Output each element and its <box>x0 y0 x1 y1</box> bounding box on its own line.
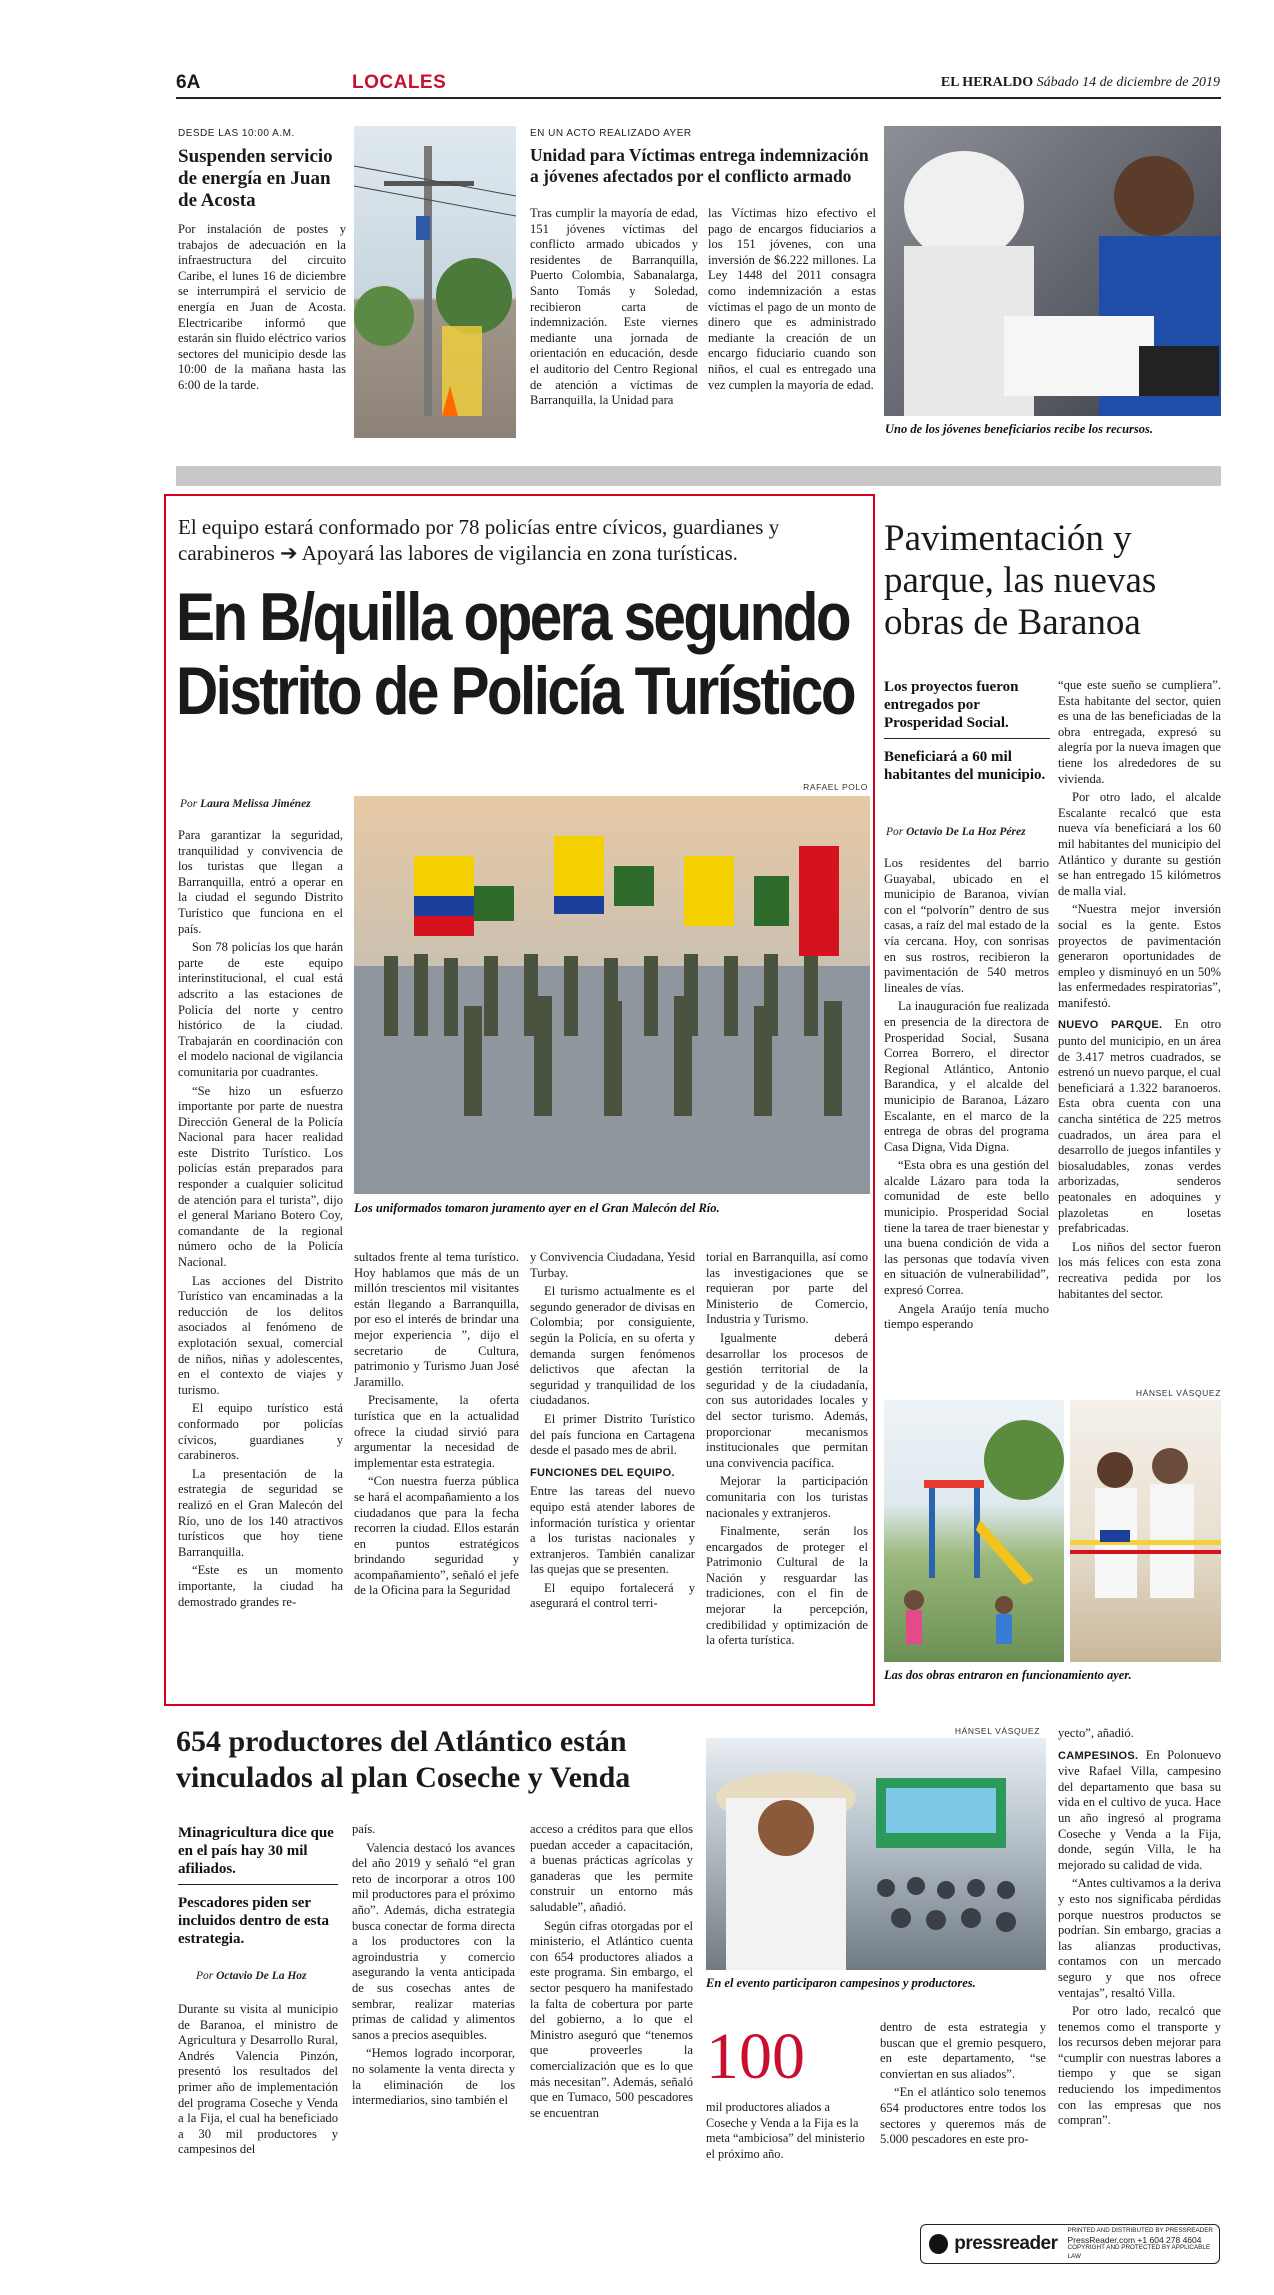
baranoa-sub2: Beneficiará a 60 mil habitantes del municipio. <box>884 749 1046 783</box>
baranoa-sub-rule <box>884 738 1050 739</box>
pressreader-badge[interactable] <box>920 2224 1220 2264</box>
coseche-col3 <box>530 1822 693 2124</box>
ribbon-cutting-illustration <box>1070 1400 1221 1662</box>
main-col3-p3: El primer Distrito Turístico del país funciona en Cartagena desde el pasado mes de abril. <box>530 1411 695 1458</box>
coseche-sub-rule <box>178 1884 338 1885</box>
baranoa-col1 <box>884 856 1049 1336</box>
main-col1-p6: La presentación de la estrategia de seguridad se realizó en el Gran Malecón del Río, uno de los 140 atractivos turísticos que hoy tiene Barranquilla. <box>178 1466 343 1559</box>
coseche-col1 <box>178 2002 338 2161</box>
police-ceremony-photo <box>354 796 870 1194</box>
main-col1-p2: Son 78 policías los que harán parte de este equipo interinstitucional, el cual está adscrito a las estaciones de Policía del norte y centro histórico de la ciudad. Trabajarán en coordinación con el modelo nacional de vigilancia comunitaria por cuadrantes. <box>178 940 343 1079</box>
coseche-col2 <box>352 1822 515 2112</box>
main-col1 <box>178 828 343 1613</box>
coseche-sub1: Minagricultura dice que en el país hay 30 mil afiliados. <box>178 1825 334 1877</box>
issue-date: Sábado 14 de diciembre de 2019 <box>1036 75 1220 90</box>
main-col3-p4: Entre las tareas del nuevo equipo está atender labores de información turística y orientar a los turistas nacionales y extranjeros. También canalizar las quejas que se presenten. <box>530 1484 695 1577</box>
brief2-col2: las Víctimas hizo efectivo el pago de encargos fiduciarios a los 151 jóvenes, con una inversión de $6.222 millones. La Ley 1448 del 2011 consagra como indemnización a estas víctimas el pago de un monto de dinero que es administrado mediante la creación de un encargo fiduciario cuando son niños, el cual es entregado una vez cumplen la mayoría de edad. <box>708 206 876 392</box>
coseche-col5-p1: En Polonuevo vive Rafael Villa, campesino del departamento que basa su vida en el cultivo de yuca. Hace un año ingresó al programa Coseche y Venda a la Fija, donde, según Villa, le ha mejorado su calidad de vida. <box>1058 1747 1221 1872</box>
pressreader-brand: pressreader <box>954 2233 1058 2254</box>
pressreader-line1: PRINTED AND DISTRIBUTED BY PRESSREADER <box>1067 2227 1213 2234</box>
utility-pole-illustration <box>354 126 516 438</box>
main-headline-line1: En B/quilla opera segundo <box>176 579 850 655</box>
main-col3 <box>530 1250 695 1615</box>
main-photo-caption: Los uniformados tomaron juramento ayer en el Gran Malecón del Río. <box>354 1201 720 1215</box>
section-divider-band <box>176 466 1221 486</box>
main-byline <box>180 798 311 810</box>
stat-text: mil productores aliados a Coseche y Venda a la Fija es la meta “ambiciosa” del ministerio el próximo año. <box>706 2100 865 2161</box>
main-byline-prefix: Por <box>180 798 198 810</box>
main-col4-p4: Finalmente, serán los encargados de proteger el Patrimonio Cultural de la Nación y resguardar las tradiciones, con el fin de mejorar la percepción, credibilidad y optimización de la oferta turística. <box>706 1524 868 1648</box>
baranoa-col1-p3: “Esta obra es una gestión del alcalde Lázaro para toda la comunidad de este bello municipio. Prosperidad Social tiene la tarea de traer bienestar y una buena condición de vida a las personas que todavía viven en situación de vulnerabilidad”, expresó Correa. <box>884 1158 1049 1298</box>
brief1-kicker: DESDE LAS 10:00 A.M. <box>178 128 295 139</box>
ribbon-cutting-photo <box>1070 1400 1221 1662</box>
baranoa-runin-parque: NUEVO PARQUE. <box>1058 1019 1163 1032</box>
baranoa-photo-credit: HÁNSEL VÁSQUEZ <box>1135 1388 1221 1398</box>
brief2-headline: Unidad para Víctimas entrega indemnización a jóvenes afectados por el conflicto armado <box>530 145 869 186</box>
coseche-col4-p2: “En el atlántico solo tenemos 654 productores entre todos los sectores y queremos más de 5.000 pescadores en este pro- <box>880 2085 1046 2147</box>
brief1-headline: Suspenden servicio de energía en Juan de Acosta <box>178 146 333 211</box>
brief2-photo-caption: Uno de los jóvenes beneficiarios recibe los recursos. <box>885 422 1154 436</box>
brief2-kicker: EN UN ACTO REALIZADO AYER <box>530 128 692 139</box>
youth-beneficiary-illustration <box>884 126 1221 416</box>
coseche-byline-prefix: Por <box>196 1970 214 1982</box>
pressreader-line3: COPYRIGHT AND PROTECTED BY APPLICABLE LAW <box>1067 2244 1211 2260</box>
main-col4-p2: Igualmente deberá desarrollar los procesos de gestión territorial de la seguridad y de la ciudadanía, con sus autoridades locales y del sector turismo. Además, proporcionar mecanismos institucionales que permitan una convivencia pacífica. <box>706 1330 868 1470</box>
brief2-col1: Tras cumplir la mayoría de edad, 151 jóvenes víctimas del conflicto armado ubicados y residentes de Barranquilla, Puerto Colombia, Sabanalarga, Santo Tomás y Soledad, recibieron carta de indemnización. Este viernes mediante una jornada de orientación en educación, desde el auditorio del Centro Regional de atención a víctimas de Barranquilla, la Unidad para <box>530 206 698 408</box>
coseche-byline-author: Octavio De La Hoz <box>216 1970 307 1982</box>
baranoa-col2-p1: “que este sueño se cumpliera”. Esta habitante del sector, quien es una de las beneficiadas de la obra entregada, expresó su alegría por la nueva imagen que tiene los alrededores de su vivienda. <box>1058 678 1221 786</box>
coseche-col4 <box>880 2020 1046 2151</box>
coseche-event-photo <box>706 1738 1046 1970</box>
park-playground-photo <box>884 1400 1064 1662</box>
main-col2 <box>354 1250 519 1602</box>
main-col4 <box>706 1250 868 1652</box>
main-col2-p1: sultados frente al tema turístico. Hoy hablamos que más de un millón trescientos mil visitantes están llegando a Barranquilla, por eso el interés de brindar una mejor experiencia ”, dijo el secretario de Cultura, patrimonio y Turismo Juan José Jaramillo. <box>354 1250 519 1389</box>
coseche-photo-caption: En el evento participaron campesinos y productores. <box>706 1976 976 1990</box>
coseche-col2-p3: “Hemos logrado incorporar, no solamente la venta directa y la eliminación de los intermediarios, sino también el <box>352 2046 515 2108</box>
main-headline-line2: Distrito de Policía Turístico <box>176 653 854 729</box>
masthead-date <box>760 75 1220 91</box>
main-col4-p1: torial en Barranquilla, así como las investigaciones que se requieran por parte del Ministerio de Comercio, Industria y Turismo. <box>706 1250 868 1327</box>
coseche-runin-campesinos: CAMPESINOS. <box>1058 1749 1139 1762</box>
baranoa-col2-p3: “Nuestra mejor inversión social es la gente. Estos proyectos de pavimentación generaron oportunidades de empleo y disminuyó en un 50% las enfermedades respiratorias”, manifestó. <box>1058 902 1221 1010</box>
main-deck: El equipo estará conformado por 78 policías entre cívicos, guardianes y carabineros ➔ Apoyará las labores de vigilancia en zona turísticas. <box>178 515 780 565</box>
coseche-byline <box>196 1970 307 1982</box>
main-col1-p3: “Se hizo un esfuerzo importante por parte de nuestra Dirección General de la Policía Nacional para hacer realidad este Distrito Turístico. Los policías están preparados para responder a cualquier solicitud de atención para el turista”, dijo el general Mariano Botero Coy, comandante de la regional número ocho de la Policía Nacional. <box>178 1083 343 1270</box>
baranoa-byline-prefix: Por <box>886 826 904 838</box>
utility-pole-photo <box>354 126 516 438</box>
paper-name: EL HERALDO <box>940 75 1034 90</box>
coseche-col2-p2: Valencia destacó los avances del año 2019 y señaló “el gran reto de incorporar a otros 100 mil productores para el próximo año”. Además, dicha estrategia busca conectar de forma directa a los productores con la agroindustria y comercio asegurando la venta anticipada de sus cosechas antes de sembrar, realizar materias primas de calidad y alimentos sanos a precios asequibles. <box>352 1840 515 2042</box>
baranoa-headline: Pavimentación y parque, las nuevas obras de Baranoa <box>884 518 1157 643</box>
coseche-col3-p1: acceso a créditos para que ellos puedan acceder a capacitación, a buenas prácticas agrícolas y ganaderas que les permite construir un entorno más saludable”, añadió. <box>530 1822 693 1914</box>
coseche-col5-p3: Por otro lado, recalcó que tenemos como el transporte y los recursos deben mejorar para “cumplir con nuestras labores a tiempo y que se sigan reduciendo los impedimentos con las empresas que nos compran”. <box>1058 2004 1221 2128</box>
main-col1-p1: Para garantizar la seguridad, tranquilidad y convivencia de los turistas que llegan a Barranquilla, entró a operar en la ciudad el segundo Distrito Turístico que funciona en el país. <box>178 828 343 936</box>
main-col1-p4: Las acciones del Distrito Turístico van encaminadas a la reducción de los delitos asociados al fenómeno de explotación sexual, comercial de niños, niñas y adolescentes, en el contexto de viajes y turismo. <box>178 1273 343 1397</box>
park-playground-illustration <box>884 1400 1064 1662</box>
main-col3-p5: El equipo fortalecerá y asegurará el control terri- <box>530 1580 695 1611</box>
stat-number: 100 <box>706 2020 805 2093</box>
main-col3-p2: El turismo actualmente es el segundo generador de divisas en Colombia; por consiguiente, según la Policía, en su oferta y demanda surgen fenómenos delictivos que afectan la seguridad y tranquilidad de los ciudadanos. <box>530 1284 695 1408</box>
coseche-col4-p1: dentro de esta estrategia y buscan que el gremio pesquero, en este departamento, “se conviertan en sus aliados”. <box>880 2020 1046 2081</box>
baranoa-photo-caption: Las dos obras entraron en funcionamiento ayer. <box>884 1668 1132 1682</box>
coseche-col5-p0: yecto”, añadió. <box>1058 1726 1134 1740</box>
coseche-sub2: Pescadores piden ser incluidos dentro de esta estrategia. <box>178 1895 329 1947</box>
baranoa-byline-author: Octavio De La Hoz Pérez <box>906 826 1026 838</box>
section-name: LOCALES <box>352 72 447 93</box>
main-col1-p5: El equipo turístico está conformado por policías cívicos, guardianes y carabineros. <box>178 1401 343 1463</box>
police-ceremony-illustration <box>354 796 870 1194</box>
coseche-col3-p2: Según cifras otorgadas por el ministerio, el Atlántico cuenta con 654 productores aliados a este programa. Sin embargo, el sector pesquero ha manifestado la falta de cobertura por parte del gobierno, a lo que el Ministro aseguró que “tenemos que proveerles la comercialización que es lo que más necesitan”. Además, señaló que en Tumaco, 500 pescadores se encuentran <box>530 1918 693 2120</box>
coseche-event-illustration <box>706 1738 1046 1970</box>
main-col3-p1: y Convivencia Ciudadana, Yesid Turbay. <box>530 1250 695 1280</box>
main-photo-credit: RAFAEL POLO <box>803 782 868 792</box>
coseche-col5 <box>1058 1726 1221 2132</box>
coseche-headline: 654 productores del Atlántico están vinculados al plan Coseche y Venda <box>176 1725 631 1794</box>
main-runin-funciones: FUNCIONES DEL EQUIPO. <box>530 1466 675 1479</box>
brief1-body: Por instalación de postes y trabajos de adecuación en la infraestructura del circuito Caribe, el lunes 16 de diciembre se interrumpirá el servicio de energía en Juan de Acosta. Electricaribe informó que estarán sin fluido eléctrico varios sectores del municipio desde las 10:00 de la mañana hasta las 6:00 de la tarde. <box>178 222 346 392</box>
coseche-col1-p1: Durante su visita al municipio de Baranoa, el ministro de Agricultura y Desarrollo Rural, Andrés Valencia Pinzón, presentó los resultados del primer año de implementación del programa Coseche y Venda a la Fija, el cual ha beneficiado a 30 mil productores y campesinos del <box>178 2002 338 2157</box>
pressreader-line2: PressReader.com +1 604 278 4604 <box>1067 2234 1202 2245</box>
youth-beneficiary-photo <box>884 126 1221 416</box>
main-byline-author: Laura Melissa Jiménez <box>200 798 311 810</box>
coseche-photo-credit: HÁNSEL VÁSQUEZ <box>954 1726 1040 1736</box>
coseche-col2-p1: país. <box>352 1822 376 1836</box>
baranoa-col1-p1: Los residentes del barrio Guayabal, ubicado en el municipio de Baranoa, vivían con el “polvorín” dentro de sus casas, a raíz del mal estado de la vía cercana. Hoy, con sonrisas en sus rostros, recibieron la pavimentación de 540 metros lineales de vías. <box>884 856 1049 995</box>
baranoa-col2-p2: Por otro lado, el alcalde Escalante recalcó que esta nueva vía beneficiará a los 60 mil habitantes del municipio del Atlántico y durante su gestión se han entregado 15 kilómetros de malla vial. <box>1058 790 1221 898</box>
baranoa-col2-p4: En otro punto del municipio, en un área de 3.417 metros cuadrados, se estrenó un nuevo parque, el cual beneficiará a 1.322 baranoeros. Esta obra cuenta con una cancha sintética de 225 metros cuadrados, un área para el desarrollo de juegos infantiles y biosaludables, zonas verdes arborizadas, senderos peatonales en adoquines y plazoletas en losetas prefabricadas. <box>1058 1017 1221 1236</box>
baranoa-col1-p4: Angela Araújo tenía mucho tiempo esperando <box>884 1301 1049 1332</box>
pressreader-legal <box>1068 2227 1219 2261</box>
baranoa-col1-p2: La inauguración fue realizada en presencia de la directora de Prosperidad Social, Susana Correa Borrero, el director Regional Atlántico, Antonio Barandica, y el alcalde del municipio de Baranoa, Lázaro Escalante, en el marco de la entrega de obras del programa Casa Digna, Vida Digna. <box>884 999 1049 1154</box>
baranoa-sub1: Los proyectos fueron entregados por Prosperidad Social. <box>884 679 1019 731</box>
baranoa-col2 <box>1058 678 1221 1305</box>
main-col4-p3: Mejorar la participación comunitaria con los turistas nacionales y extranjeros. <box>706 1474 868 1520</box>
coseche-col5-p2: “Antes cultivamos a la deriva y esto nos significaba pérdidas porque nuestros productos se podrían. Sin embargo, gracias a las alianzas productivas, contamos con un mercado seguro y que nos ofrece ventajas”, resaltó Villa. <box>1058 1876 1221 2000</box>
header-rule <box>176 97 1221 99</box>
main-col1-p7: “Este es un momento importante, la ciudad ha demostrado grandes re- <box>178 1563 343 1609</box>
baranoa-col2-p5: Los niños del sector fueron los más felices con esta zona recreativa pedida por los habitantes del sector. <box>1058 1239 1221 1301</box>
main-col2-p3: “Con nuestra fuerza pública se hará el acompañamiento a los ciudadanos que para la fecha recorren la ciudad. Ellos estarán en puntos estratégicos brindando seguridad y acompañamiento”, señaló el jefe de la Oficina para la Seguridad <box>354 1474 519 1598</box>
pressreader-logo-icon <box>929 2234 948 2254</box>
main-col2-p2: Precisamente, la oferta turística que en la actualidad ofrece la ciudad sirvió para argumentar la necesidad de implementar esta estrategia. <box>354 1393 519 1470</box>
baranoa-byline <box>886 826 1026 838</box>
page-number: 6A <box>176 72 201 93</box>
